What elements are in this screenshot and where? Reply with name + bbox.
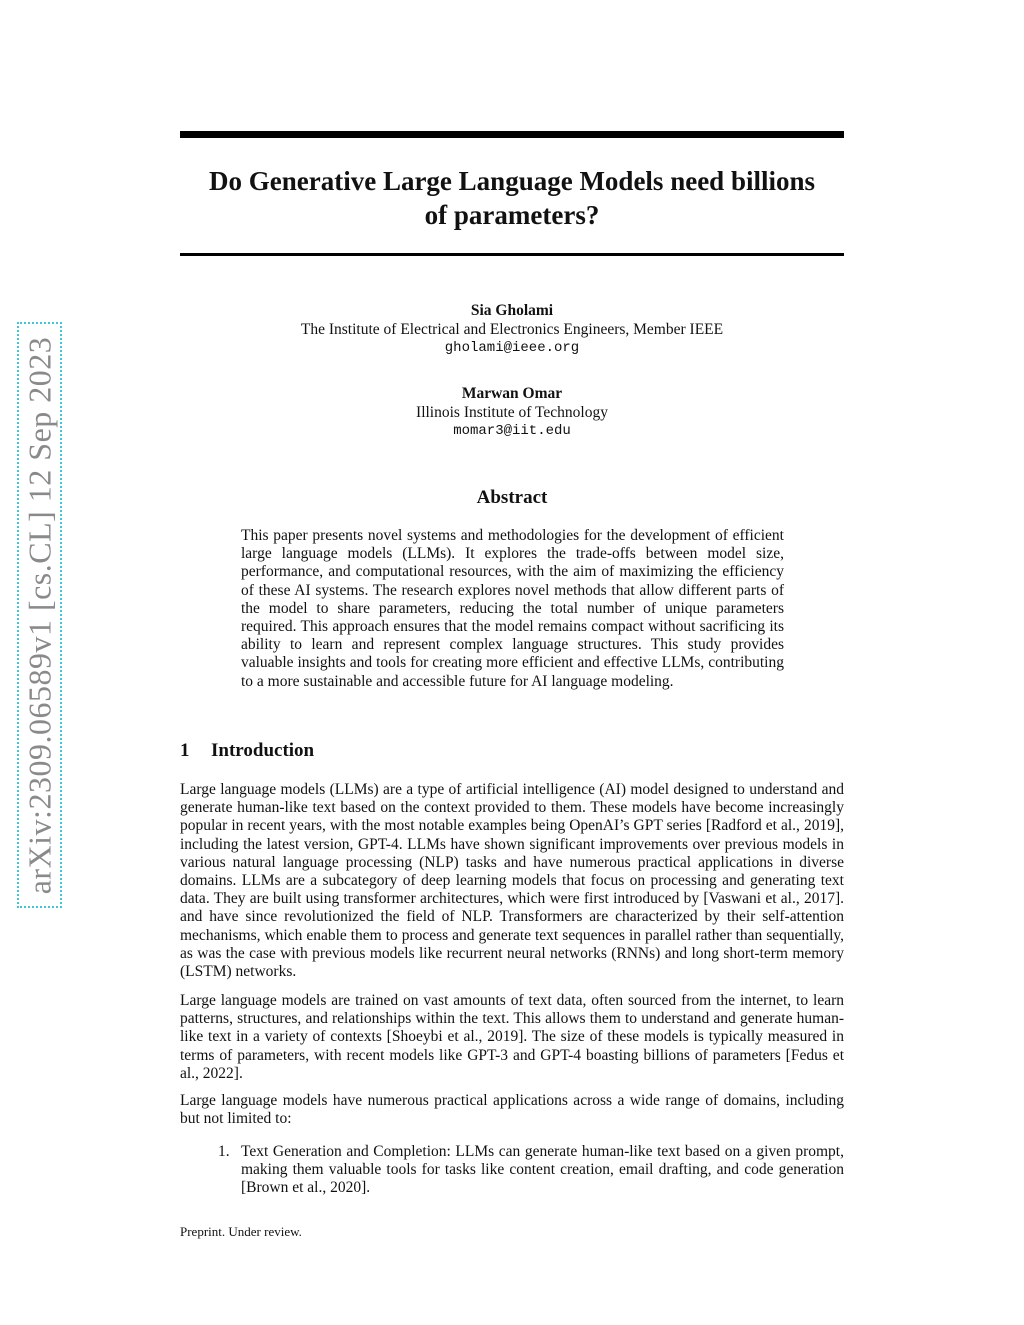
section-title: Introduction: [211, 740, 315, 761]
list-item-number: 1.: [218, 1143, 230, 1160]
author-name: Marwan Omar: [461, 385, 563, 402]
intro-paragraph-2: Large language models are trained on vast amounts of text data, often sourced from the internet, to learn patterns, structures, and relationships within the text. This allows them to understand and generate human-like text in a variety of contexts [Shoeybi et al., 2019]. The size of these models is typically measured in terms of parameters, with recent models like GPT-3 and GPT-4 boasting billions of parameters [Fedus et al., 2022].: [180, 992, 844, 1082]
section-heading-introduction: [180, 740, 314, 762]
author-name: Sia Gholami: [470, 302, 554, 319]
author-affiliation: The Institute of Electrical and Electronics Engineers, Member IEEE: [300, 321, 724, 338]
author-block-2: [180, 384, 844, 441]
title-top-rule: [180, 131, 844, 138]
author-affiliation: Illinois Institute of Technology: [416, 404, 608, 421]
paper-title: [180, 164, 844, 232]
author-block-1: [180, 301, 844, 358]
list-item-text: Text Generation and Completion: LLMs can generate human-like text based on a given prompt, making them valuable tools for tasks like content creation, email drafting, and code generation [Brown et al., 2020].: [241, 1143, 844, 1197]
title-line-1: Do Generative Large Language Models need billions: [209, 166, 815, 196]
list-item: [218, 1143, 844, 1198]
title-line-2: of parameters?: [424, 200, 600, 230]
abstract-text: This paper presents novel systems and methodologies for the development of efficient large language models (LLMs). It explores the trade-offs between model size, performance, and computational resources, with the aim of maximizing the efficiency of these AI systems. The research explores novel methods that allow different parts of the model to share parameters, reducing the total number of unique parameters required. This approach ensures that the model remains compact without sacrificing its ability to learn and represent complex language structures. This study provides valuable insights and tools for creating more efficient and effective LLMs, contributing to a more sustainable and accessible future for AI language modeling.: [241, 527, 784, 690]
intro-paragraph-3: Large language models have numerous practical applications across a wide range of domains, including but not limited to:: [180, 1092, 844, 1128]
abstract-heading: Abstract: [476, 487, 548, 508]
title-bottom-rule: [180, 253, 844, 256]
preprint-footer: Preprint. Under review.: [180, 1224, 302, 1239]
author-email[interactable]: gholami@ieee.org: [444, 340, 580, 356]
arxiv-stamp[interactable]: [17, 322, 62, 908]
arxiv-id-text: arXiv:2309.06589v1 [cs.CL] 12 Sep 2023: [21, 336, 58, 894]
section-number: 1: [180, 740, 190, 761]
author-email[interactable]: momar3@iit.edu: [453, 423, 571, 439]
intro-paragraph-1: Large language models (LLMs) are a type of artificial intelligence (AI) model designed to understand and generate human-like text based on the context provided to them. These models have become increasingly popular in recent years, with the most notable examples being OpenAI’s GPT series [Radford et al., 2019], including the latest version, GPT-4. LLMs have shown significant improvements over previous models in various natural language processing (NLP) tasks and have numerous practical applications in diverse domains. LLMs are a subcategory of deep learning models that focus on processing and generating text data. They are built using transformer architectures, which were first introduced by [Vaswani et al., 2017]. and have since revolutionized the field of NLP. Transformers are characterized by their self-attention mechanisms, which enable them to process and generate text sequences in parallel rather than sequentially, as was the case with previous models like recurrent neural networks (RNNs) and long short-term memory (LSTM) networks.: [180, 781, 844, 981]
